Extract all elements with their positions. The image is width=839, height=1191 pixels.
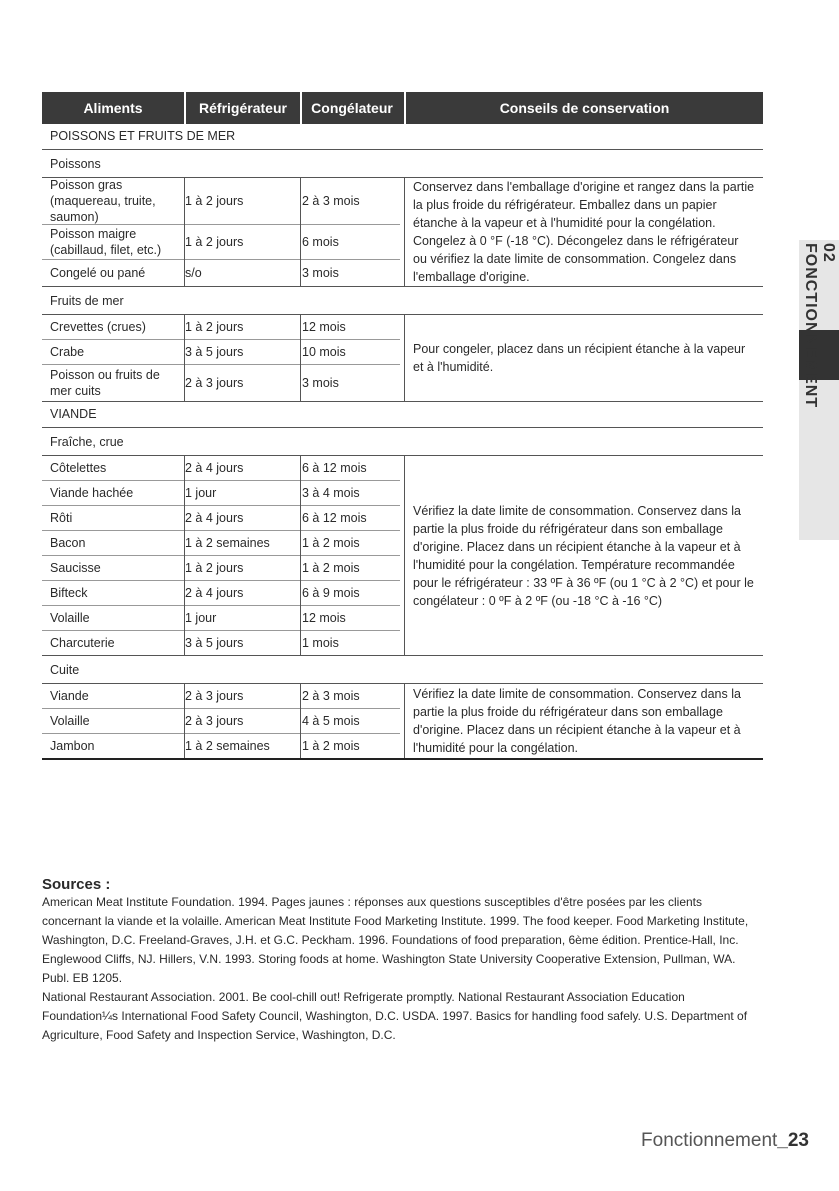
cell-congelateur: 3 mois	[302, 376, 339, 390]
table-row	[42, 531, 400, 556]
cell-aliment: Charcuterie	[50, 636, 115, 650]
table-row	[42, 365, 400, 401]
block-fruits-de-mer	[42, 315, 763, 402]
cell-refrigerateur: 1 à 2 jours	[185, 235, 244, 249]
sources-text	[42, 893, 762, 1045]
cell-aliment: Viande hachée	[50, 486, 134, 500]
cell-refrigerateur: 1 à 2 jours	[185, 320, 244, 334]
block-viande-crue	[42, 456, 763, 656]
sources-title: Sources :	[42, 876, 111, 893]
cell-aliment: Poisson gras (maquereau, truite, saumon)	[50, 178, 156, 224]
cell-aliment: Rôti	[50, 511, 73, 525]
cell-refrigerateur: 3 à 5 jours	[185, 345, 244, 359]
cell-aliment: Volaille	[50, 611, 90, 625]
cell-congelateur: 1 à 2 mois	[302, 739, 360, 753]
cell-congelateur: 3 mois	[302, 266, 339, 280]
cell-refrigerateur: 1 jour	[185, 486, 217, 500]
cell-congelateur: 6 mois	[302, 235, 339, 249]
table-row	[42, 709, 400, 734]
cell-refrigerateur: 1 à 2 semaines	[185, 739, 270, 753]
table-row	[42, 315, 400, 340]
header-congelateur: Congélateur	[311, 100, 393, 116]
table-row	[42, 456, 400, 481]
table-row	[42, 506, 400, 531]
cell-aliment: Saucisse	[50, 561, 101, 575]
page-number: _23	[777, 1130, 809, 1151]
table-row	[42, 631, 400, 655]
table-row	[42, 734, 400, 758]
cell-congelateur: 4 à 5 mois	[302, 714, 360, 728]
cell-congelateur: 1 à 2 mois	[302, 561, 360, 575]
table-row	[42, 481, 400, 506]
conseil-poissons: Conservez dans l'emballage d'origine et rangez dans la partie la plus froide du réfrigérateur. Emballez dans un papier étanche à la vapeur et à l'humidité pour la congélation. Congelez à 0 °F (-18 °C). Décongelez dans le réfrigérateur ou vérifiez la date limite de consommation. Congelez dans l'emballage d'origine.	[413, 180, 755, 284]
cell-refrigerateur: 1 à 2 jours	[185, 561, 244, 575]
conseil-fruits-de-mer: Pour congeler, placez dans un récipient étanche à la vapeur et à l'humidité.	[413, 342, 746, 374]
conseil-viande-cuite: Vérifiez la date limite de consommation. Conservez dans la partie la plus froide du réfrigérateur dans son emballage d'origine. Placez dans un récipient étanche à la vapeur et à l'humidité pour la congélation.	[413, 687, 741, 755]
page-footer	[641, 1130, 809, 1152]
cell-aliment: Jambon	[50, 739, 95, 753]
cell-congelateur: 2 à 3 mois	[302, 689, 360, 703]
cell-congelateur: 12 mois	[302, 320, 346, 334]
cell-refrigerateur: s/o	[185, 266, 202, 280]
cell-congelateur: 12 mois	[302, 611, 346, 625]
cell-refrigerateur: 1 à 2 jours	[185, 194, 244, 208]
sources-paragraph: American Meat Institute Foundation. 1994. Pages jaunes : réponses aux questions susceptibles d'être posées par les clients concernant la viande et la volaille. American Meat Institute Food Marketing Institute. 1999. The food keeper. Food Marketing Institute, Washington, D.C. Freeland-Graves, J.H. et G.C. Peckham. 1996. Foundations of food preparation, 6ème édition. Prentice-Hall, Inc. Englewood Cliffs, NJ. Hillers, V.N. 1993. Storing foods at home. Washington State University Cooperative Extension, Pullman, WA. Publ. EB 1205.	[42, 895, 749, 985]
footer-label: Fonctionnement	[641, 1130, 778, 1151]
cell-aliment: Crabe	[50, 345, 85, 359]
header-conseils: Conseils de conservation	[499, 100, 670, 116]
cell-refrigerateur: 3 à 5 jours	[185, 636, 244, 650]
cell-congelateur: 10 mois	[302, 345, 346, 359]
subsection-fruits-de-mer: Fruits de mer	[42, 288, 763, 315]
cell-aliment: Volaille	[50, 714, 90, 728]
sources-paragraph: National Restaurant Association. 2001. Be cool-chill out! Refrigerate promptly. National Restaurant Association Education Foundation¼s International Food Safety Council, Washington, D.C. USDA. 1997. Basics for handling food safely. U.S. Department of Agriculture, Food Safety and Inspection Service, Washington, D.C.	[42, 990, 748, 1042]
cell-aliment: Côtelettes	[50, 461, 107, 475]
section-viande: VIANDE	[42, 402, 763, 428]
table-header	[42, 92, 763, 124]
cell-congelateur: 6 à 9 mois	[302, 586, 360, 600]
block-poissons	[42, 178, 763, 287]
header-refrigerateur: Réfrigérateur	[199, 100, 287, 116]
cell-aliment: Bacon	[50, 536, 86, 550]
cell-congelateur: 3 à 4 mois	[302, 486, 360, 500]
cell-congelateur: 2 à 3 mois	[302, 194, 360, 208]
table-row	[42, 340, 400, 365]
storage-table	[42, 92, 763, 760]
cell-aliment: Crevettes (crues)	[50, 320, 146, 334]
cell-congelateur: 1 à 2 mois	[302, 536, 360, 550]
side-tab	[799, 243, 839, 413]
cell-aliment: Viande	[50, 689, 89, 703]
cell-refrigerateur: 2 à 4 jours	[185, 461, 244, 475]
table-row	[42, 684, 400, 709]
cell-refrigerateur: 2 à 3 jours	[185, 689, 244, 703]
cell-aliment: Bifteck	[50, 586, 88, 600]
cell-aliment: Congelé ou pané	[50, 266, 146, 280]
table-row	[42, 556, 400, 581]
table-row	[42, 260, 400, 286]
cell-refrigerateur: 2 à 4 jours	[185, 586, 244, 600]
table-row	[42, 606, 400, 631]
subsection-crue: Fraîche, crue	[42, 429, 763, 456]
cell-aliment: Poisson maigre (cabillaud, filet, etc.)	[50, 227, 162, 257]
cell-refrigerateur: 1 à 2 semaines	[185, 536, 270, 550]
cell-refrigerateur: 2 à 4 jours	[185, 511, 244, 525]
section-poissons: POISSONS ET FRUITS DE MER	[42, 124, 763, 150]
cell-congelateur: 6 à 12 mois	[302, 461, 367, 475]
table-row	[42, 178, 400, 225]
subsection-poissons: Poissons	[42, 151, 763, 178]
table-row	[42, 225, 400, 260]
cell-congelateur: 6 à 12 mois	[302, 511, 367, 525]
side-tab-label: 02 FONCTIONNEMENT	[802, 243, 837, 409]
subsection-cuite: Cuite	[42, 657, 763, 684]
cell-aliment: Poisson ou fruits de mer cuits	[50, 368, 160, 398]
conseil-viande-crue: Vérifiez la date limite de consommation. Conservez dans la partie la plus froide du réfrigérateur dans son emballage d'origine. Placez dans un récipient étanche à la vapeur et à l'humidité pour la congélation. Température recommandée pour le réfrigérateur : 33 ºF à 36 ºF (ou 1 °C à 2 °C) et pour le congélateur : 0 ºF à 2 ºF (ou -18 °C à -16 °C)	[413, 503, 754, 608]
cell-congelateur: 1 mois	[302, 636, 339, 650]
header-aliments: Aliments	[83, 100, 143, 116]
cell-refrigerateur: 2 à 3 jours	[185, 714, 244, 728]
cell-refrigerateur: 2 à 3 jours	[185, 376, 244, 390]
cell-refrigerateur: 1 jour	[185, 611, 217, 625]
block-viande-cuite	[42, 684, 763, 760]
table-row	[42, 581, 400, 606]
